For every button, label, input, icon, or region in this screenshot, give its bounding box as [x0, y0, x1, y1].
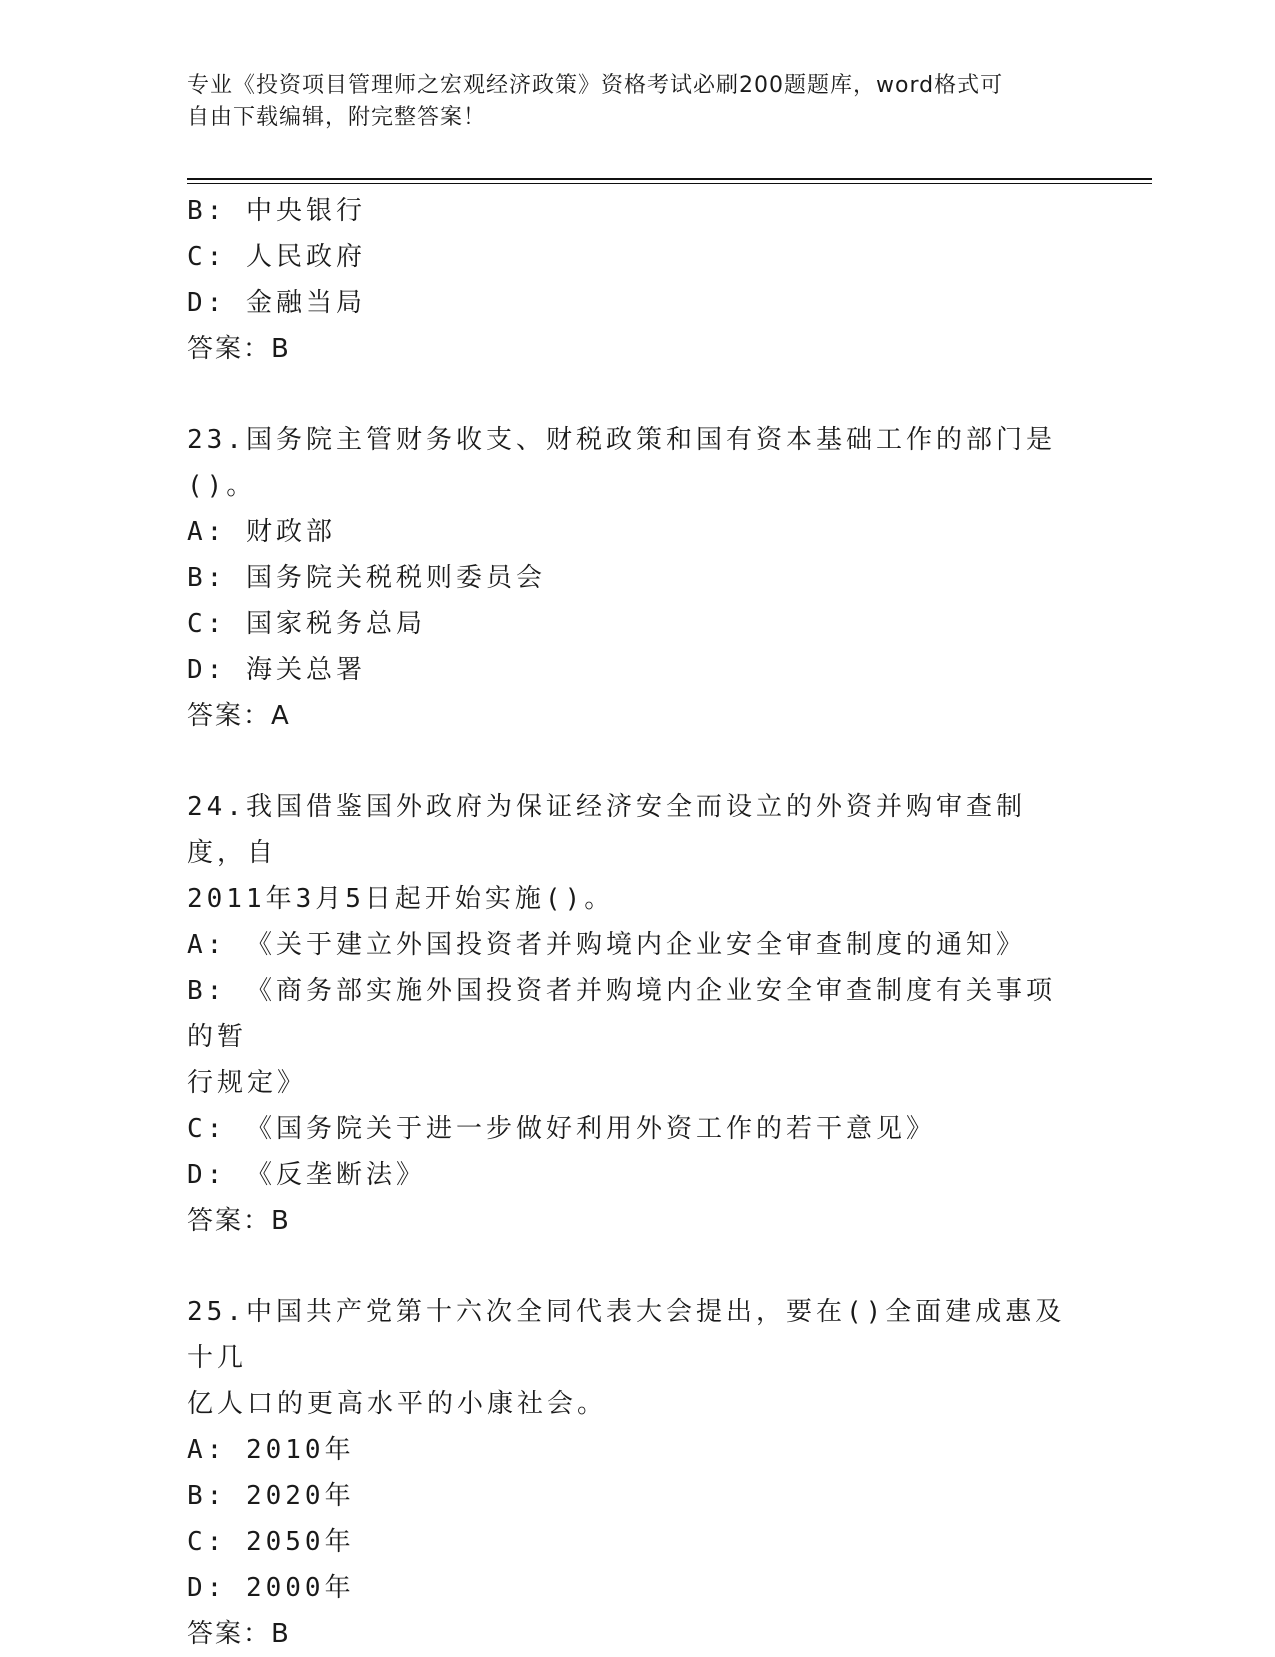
question-22-tail: [187, 188, 1077, 372]
question-text-line-2: 亿人口的更高水平的小康社会。: [187, 1389, 608, 1419]
question-25: [187, 1289, 1077, 1657]
option-d: D: 金融当局: [187, 288, 366, 318]
question-content: [187, 188, 1077, 1657]
question-text-line-1: 25.中国共产党第十六次全同代表大会提出，要在()全面建成惠及十几: [187, 1297, 1066, 1373]
answer: 答案：B: [187, 1619, 291, 1649]
header-line-1: 专业《投资项目管理师之宏观经济政策》资格考试必刷200题题库，word格式可: [187, 73, 1004, 98]
option-b: B: 2020年: [187, 1481, 355, 1511]
question-text-line-2: 2011年3月5日起开始实施()。: [187, 884, 615, 914]
header-rule-thick: [187, 178, 1152, 180]
option-b-line-1: B: 《商务部实施外国投资者并购境内企业安全审查制度有关事项的暂: [187, 976, 1056, 1052]
option-a: A: 财政部: [187, 517, 336, 547]
option-a: A: 《关于建立外国投资者并购境内企业安全审查制度的通知》: [187, 930, 1026, 960]
option-b: B: 国务院关税税则委员会: [187, 563, 546, 593]
option-c: C: 人民政府: [187, 242, 366, 272]
option-b: B: 中央银行: [187, 196, 366, 226]
option-c: C: 2050年: [187, 1527, 355, 1557]
option-d: D: 海关总署: [187, 655, 366, 685]
option-a: A: 2010年: [187, 1435, 355, 1465]
option-c: C: 国家税务总局: [187, 609, 426, 639]
page-header: [187, 70, 1087, 134]
question-24: [187, 784, 1077, 1244]
header-rule-thin: [187, 183, 1152, 184]
answer: 答案：B: [187, 334, 291, 364]
option-c: C: 《国务院关于进一步做好利用外资工作的若干意见》: [187, 1114, 936, 1144]
answer: 答案：A: [187, 701, 291, 731]
question-23: [187, 417, 1077, 739]
question-text: 23.国务院主管财务收支、财税政策和国有资本基础工作的部门是()。: [187, 425, 1056, 501]
header-line-2: 自由下载编辑，附完整答案！: [187, 105, 487, 130]
answer: 答案：B: [187, 1206, 291, 1236]
option-d: D: 《反垄断法》: [187, 1160, 426, 1190]
question-text-line-1: 24.我国借鉴国外政府为保证经济安全而设立的外资并购审查制度，自: [187, 792, 1026, 868]
option-d: D: 2000年: [187, 1573, 355, 1603]
option-b-line-2: 行规定》: [187, 1068, 308, 1098]
